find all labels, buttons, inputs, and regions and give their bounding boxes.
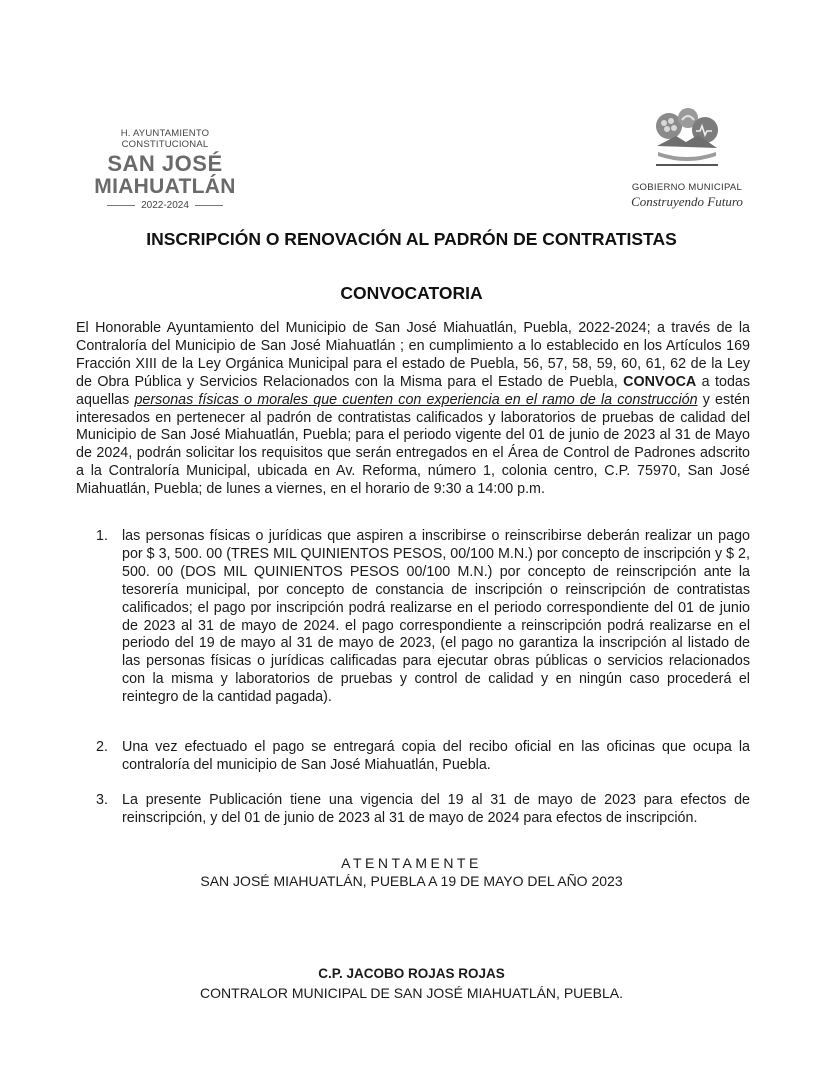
logo-dash-left [107, 205, 135, 206]
logo-dash-right [195, 205, 223, 206]
gobierno-municipal-text: GOBIERNO MUNICIPAL [631, 182, 743, 193]
intro-paragraph [76, 320, 750, 499]
place-date-text: SAN JOSÉ MIAHUATLÁN, PUEBLA A 19 DE MAYO DEL AÑO 2023 [200, 873, 623, 889]
intro-text-1: El Honorable Ayuntamiento del Municipio de San José Miahuatlán, Puebla, 2022-2024; a través de la Contraloría del Municipio de San José Miahuatlán ; en cumplimiento a lo establecido en los Artículos 169 Fracción XIII de la Ley Orgánica Municipal para el estado de Puebla, 56, 57, 58, 59, 60, 61, 62 de la Ley de Obra Pública y Servicios Relacionados con la Misma para el Estado de Puebla, [76, 320, 750, 390]
list-item-number: 2. [96, 739, 108, 755]
intro-emphasis: personas físicas o morales que cuenten con experiencia en el ramo de la construcción [134, 391, 698, 408]
ayuntamiento-logo [76, 128, 254, 211]
logo-line-san-jose: SAN JOSÉ [107, 151, 223, 176]
logo-line-miahuatlan: MIAHUATLÁN [94, 175, 236, 198]
list-item-text: La presente Publicación tiene una vigencia del 19 al 31 de mayo de 2023 para efectos de reinscripción, y del 01 de junio de 2023 al 31 de mayo de 2024 para efectos de inscripción. [122, 792, 750, 826]
logo-line-ayuntamiento: H. AYUNTAMIENTO CONSTITUCIONAL [120, 128, 210, 150]
list-item-number: 1. [96, 528, 108, 544]
municipal-emblem-icon [652, 106, 722, 178]
intro-text-2: a todas aquellas [76, 373, 750, 408]
signer-office: CONTRALOR MUNICIPAL DE SAN JOSÉ MIAHUATLÁN, PUEBLA. [200, 985, 623, 1001]
list-item-text: Una vez efectuado el pago se entregará copia del recibo oficial en las oficinas que ocupa la contraloría del municipio de San José Miahuatlán, Puebla. [122, 739, 750, 773]
gobierno-municipal-logo [624, 106, 750, 210]
list-item-text: las personas físicas o jurídicas que aspiren a inscribirse o reinscribirse deberán realizar un pago por $ 3, 500. 00 (TRES MIL QUINIENTOS PESOS, 00/100 M.N.) por concepto de inscripción y $ 2, 500. 00 (DOS MIL QUINIENTOS PESOS 00/100 M.N.) por concepto de reinscripción ante la tesorería municipal, por concepto de constancia de inscripción o reinscripción de contratistas calificados; el pago por inscripción podrá realizarse en el periodo correspondiente del 01 de junio de 2023 al 31 de mayo de 2024. el pago correspondiente a reinscripción podrá realizarse en el periodo del 19 de mayo al 31 de mayo de 2023, (el pago no garantiza la inscripción al listado de las personas físicas o jurídicas calificadas para ejecutar obras públicas o servicios relacionados con la misma y laboratorios de pruebas y control de calidad y en ningún caso procederá el reintegro de la cantidad pagada). [122, 528, 750, 706]
intro-convoca: CONVOCA [623, 373, 697, 390]
document-subtitle: CONVOCATORIA [340, 283, 483, 303]
list-item-number: 3. [96, 792, 108, 808]
document-title: INSCRIPCIÓN O RENOVACIÓN AL PADRÓN DE CONTRATISTAS [146, 229, 677, 249]
signer-name: C.P. JACOBO ROJAS ROJAS [318, 966, 505, 981]
construyendo-futuro-text: Construyendo Futuro [631, 194, 743, 209]
logo-years: 2022-2024 [141, 200, 189, 211]
intro-text-3: y estén interesados en pertenecer al padrón de contratistas calificados y laboratorios de pruebas de calidad del Municipio de San José Miahuatlán, Puebla; para el periodo vigente del 01 de junio de 2023 al 31 de Mayo de 2024, podrán solicitar los requisitos que serán entregados en el Área de Control de Padrones adscrito a la Contraloría Municipal, ubicada en Av. Reforma, número 1, colonia centro, C.P. 75970, San José Miahuatlán, Puebla; de lunes a viernes, en el horario de 9:30 a 14:00 p.m. [76, 391, 751, 498]
atentamente-text: ATENTAMENTE [341, 855, 482, 871]
logo-years-row [76, 200, 254, 211]
